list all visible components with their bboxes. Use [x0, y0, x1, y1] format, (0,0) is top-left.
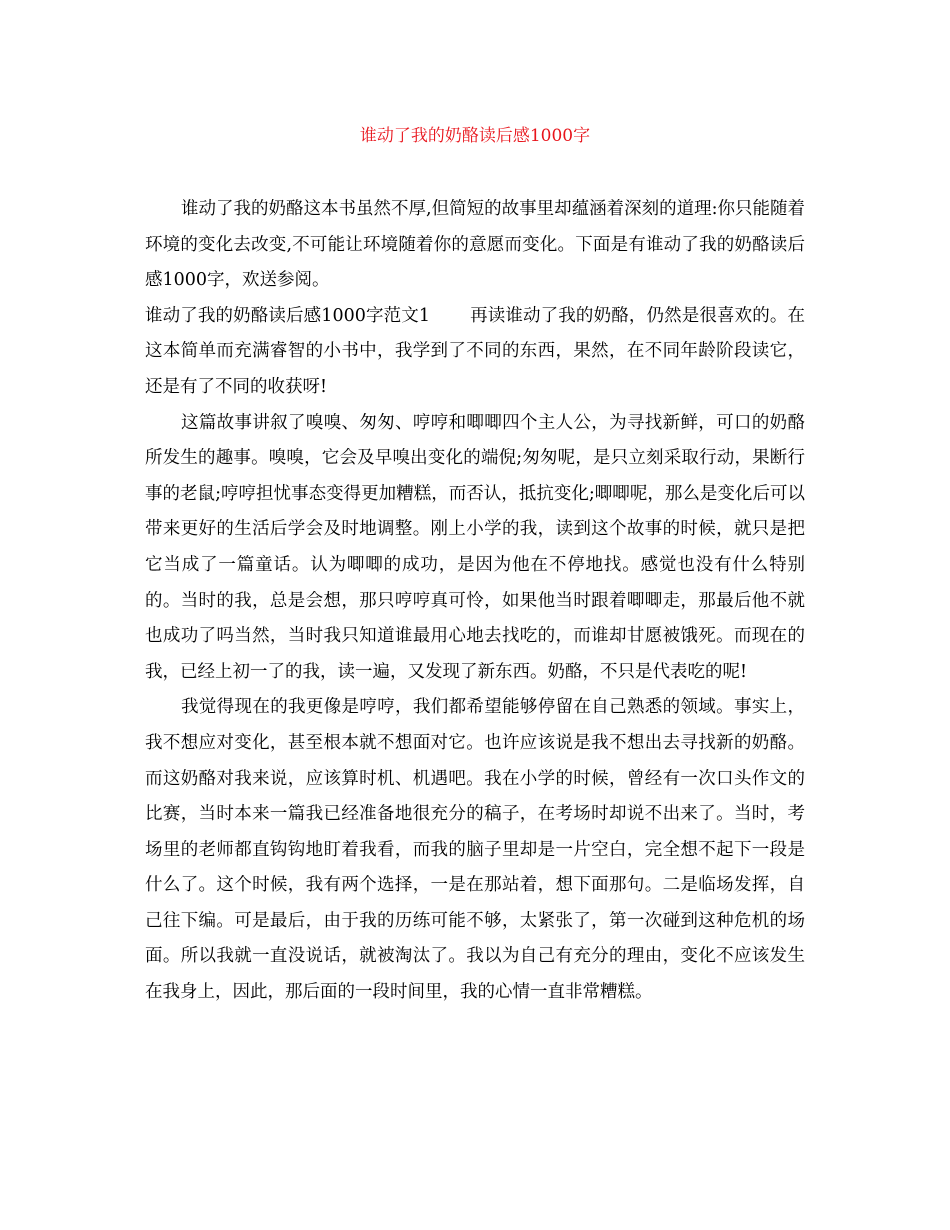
intro-paragraph [145, 192, 805, 299]
paragraph-text: 这篇故事讲叙了嗅嗅、匆匆、哼哼和唧唧四个主人公，为寻找新鲜，可口的奶酪所发生的趣事。嗅嗅，它会及早嗅出变化的端倪;匆匆呢，是只立刻采取行动，果断行事的老鼠;哼哼担忧事态变得更加糟糕，而否认，抵抗变化;唧唧呢，那么是变化后可以带来更好的生活后学会及时地调整。刚上小学的我，读到这个故事的时候，就只是把它当成了一篇童话。认为唧唧的成功，是因为他在不停地找。感觉也没有什么特别的。当时的我，总是会想，那只哼哼真可怜，如果他当时跟着唧唧走，那最后他不就也成功了吗当然，当时我只知道谁最用心地去找吃的，而谁却甘愿被饿死。而现在的我，已经上初一了的我，读一遍，又发现了新东西。奶酪，不只是代表吃的呢! [145, 412, 805, 682]
paragraph-text: 我觉得现在的我更像是哼哼，我们都希望能够停留在自己熟悉的领域。事实上，我不想应对变化，甚至根本就不想面对它。也许应该说是我不想出去寻找新的奶酪。而这奶酪对我来说，应该算时机、机遇吧。我在小学的时候，曾经有一次口头作文的比赛，当时本来一篇我已经准备地很充分的稿子，在考场时却说不出来了。当时，考场里的老师都直钩钩地盯着我看，而我的脑子里却是一片空白，完全想不起下一段是什么了。这个时候，我有两个选择，一是在那站着，想下面那句。二是临场发挥，自己往下编。可是最后，由于我的历练可能不够，太紧张了，第一次碰到这种危机的场面。所以我就一直没说话，就被淘汰了。我以为自己有充分的理由，变化不应该发生在我身上，因此，那后面的一段时间里，我的心情一直非常糟糕。 [145, 697, 805, 1003]
section-paragraph [145, 299, 805, 406]
story-paragraph [145, 406, 805, 691]
document-body [145, 192, 805, 1011]
paragraph-text: 谁动了我的奶酪这本书虽然不厚,但简短的故事里却蕴涵着深刻的道理:你只能随着环境的变化去改变,不可能让环境随着你的意愿而变化。下面是有谁动了我的奶酪读后感1000字，欢送参阅。 [145, 199, 805, 291]
reflection-paragraph [145, 690, 805, 1010]
paragraph-text: 再读谁动了我的奶酪，仍然是很喜欢的。在这本简单而充满睿智的小书中，我学到了不同的东西，果然，在不同年龄阶段读它，还是有了不同的收获呀! [145, 305, 806, 397]
section-heading: 谁动了我的奶酪读后感1000字范文1 [145, 305, 431, 326]
document-title: 谁动了我的奶酪读后感1000字 [359, 126, 591, 146]
